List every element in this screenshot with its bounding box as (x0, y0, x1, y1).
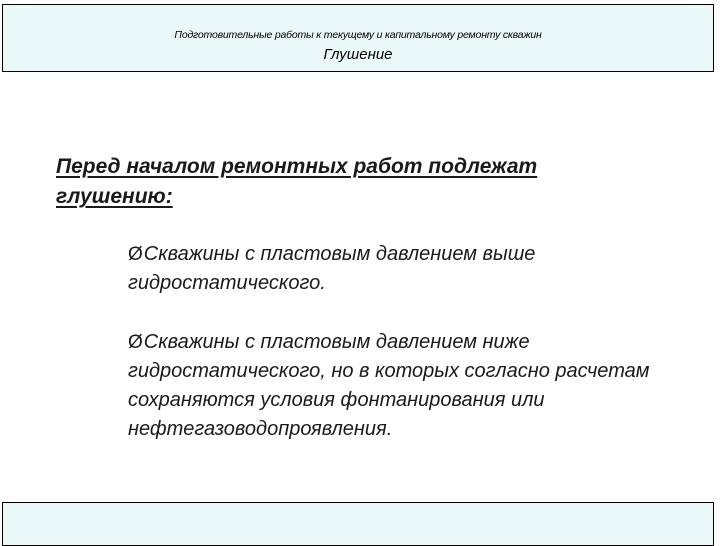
list-item (128, 328, 668, 444)
list-item (128, 240, 668, 298)
arrow-bullet-icon: Ø (128, 332, 143, 353)
list-item-text: Скважины с пластовым давлением выше гидростатического. (128, 243, 536, 294)
bullet-list (128, 240, 668, 444)
header-panel (2, 4, 714, 72)
arrow-bullet-icon: Ø (128, 244, 143, 265)
footer-panel (2, 502, 714, 546)
header-subtitle: Подготовительные работы к текущему и капитальному ремонту скважин (174, 29, 542, 41)
slide-title: Глушение (323, 46, 393, 63)
lead-heading: Перед началом ремонтных работ подлежат глушению: (56, 155, 538, 208)
list-item-text: Скважины с пластовым давлением ниже гидростатического, но в которых согласно расчетам сохраняются условия фонтанирования или нефтегазоводопроявления. (128, 331, 650, 440)
